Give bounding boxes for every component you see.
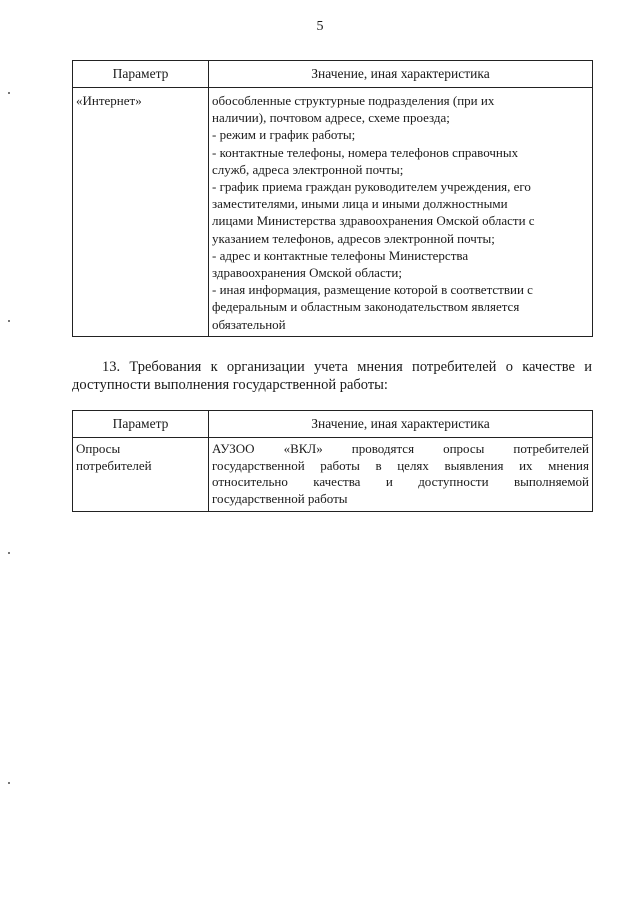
parameter-cell [73,438,209,512]
parameter-line: Опросы [76,441,121,456]
value-line: государственной работы [212,490,348,506]
column-header-parameter: Параметр [73,61,209,88]
paragraph-line: доступности выполнения государственной работы: [72,377,388,393]
column-header-value: Значение, иная характеристика [209,61,593,88]
value-line: АУЗОО «ВКЛ» проводятся опросы потребителей [212,441,589,456]
scan-margin-mark [8,782,10,784]
value-cell [209,88,593,337]
value-line: здравоохранения Омской области; [212,265,402,281]
value-line: государственной работы в целях выявления их мнения [212,457,589,473]
info-table [72,60,593,337]
value-line: служб, адреса электронной почты; [212,161,404,177]
value-line: обязательной [212,316,286,332]
survey-table [72,410,593,512]
value-line: - режим и график работы; [212,127,356,143]
page-number: 5 [316,19,324,34]
value-cell [209,438,593,512]
value-line: заместителями, иными лица и иными должностными [212,196,508,212]
value-line: лицами Министерства здравоохранения Омской области с [212,213,535,229]
value-line: относительно качества и доступности выполняемой [212,474,589,489]
parameter-cell: «Интернет» [73,88,209,337]
value-line: обособленные структурные подразделения (при их [212,93,495,108]
scan-margin-mark [8,320,10,322]
section-13-paragraph [72,358,592,394]
parameter-line: потребителей [76,457,152,473]
value-line: указанием телефонов, адресов электронной почты; [212,230,495,246]
table-header-row [73,61,593,88]
table-row [73,88,593,337]
scan-margin-mark [8,92,10,94]
value-line: - график приема граждан руководителем учреждения, его [212,179,531,195]
value-line: - иная информация, размещение которой в соответствии с [212,282,533,298]
column-header-value: Значение, иная характеристика [209,411,593,438]
value-line: - контактные телефоны, номера телефонов справочных [212,144,519,160]
scan-margin-mark [8,552,10,554]
value-line: наличии), почтовом адресе, схеме проезда; [212,110,450,126]
table-header-row [73,411,593,438]
column-header-parameter: Параметр [73,411,209,438]
value-line: федеральным и областным законодательством является [212,299,520,315]
table-row [73,438,593,512]
paragraph-line: 13. Требования к организации учета мнения потребителей о качестве и [102,359,592,375]
value-line: - адрес и контактные телефоны Министерства [212,247,469,263]
